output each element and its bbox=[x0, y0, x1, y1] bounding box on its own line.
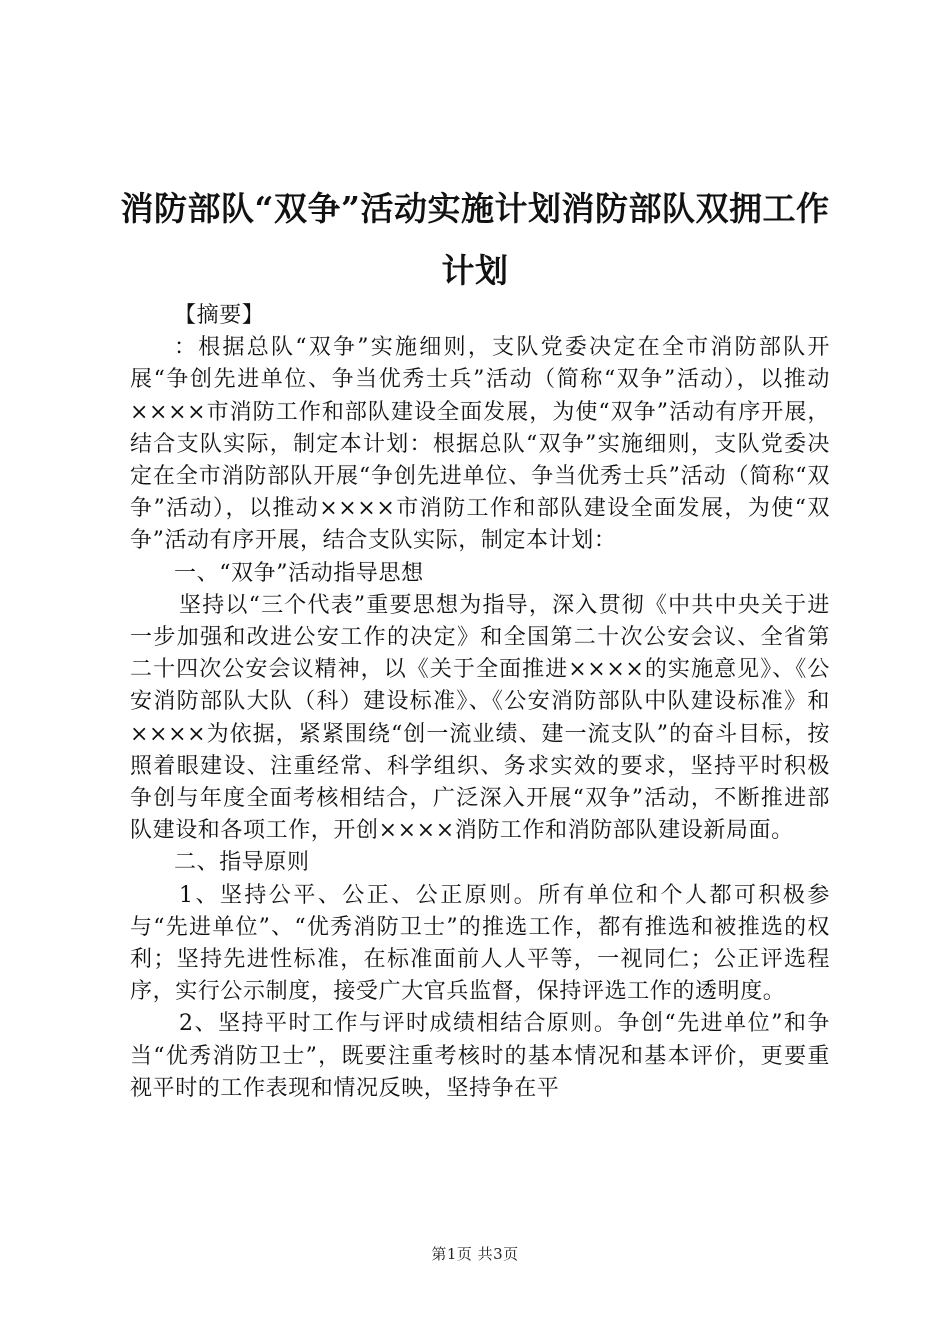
document-body bbox=[130, 300, 830, 1105]
section-heading-principles: 二、指导原则 bbox=[174, 850, 310, 876]
paragraph-guiding-thought: 坚持以“三个代表”重要思想为指导，深入贯彻《中共中央关于进一步加强和改进公安工作的决定》和全国第二十次公安会议、全省第二十四次公安会议精神，以《关于全面推进××××的实施意见》、《公安消防部队大队（科）建设标准》、《公安消防部队中队建设标准》和××××为依据，紧紧围绕“创一流业绩、建一流支队”的奋斗目标，按照着眼建设、注重经常、科学组织、务求实效的要求，坚持平时积极争创与年度全面考核相结合，广泛深入开展“双争”活动，不断推进部队建设和各项工作，开创××××消防工作和消防部队建设新局面。 bbox=[130, 592, 830, 844]
page-footer: 第1页 共3页 bbox=[431, 1245, 519, 1263]
paragraph-principle-2: 2、坚持平时工作与评时成绩相结合原则。争创“先进单位”和争当“优秀消防卫士”，既要注重考核时的基本情况和基本评价，更要重视平时的工作表现和情况反映，坚持争在平 bbox=[130, 1011, 830, 1101]
abstract-label: 【摘要】 bbox=[174, 303, 265, 328]
paragraph-abstract: ：根据总队“双争”实施细则，支队党委决定在全市消防部队开展“争创先进单位、争当优秀士兵”活动（简称“双争”活动），以推动××××市消防工作和部队建设全面发展，为使“双争”活动有序开展，结合支队实际，制定本计划：根据总队“双争”实施细则，支队党委决定在全市消防部队开展“争创先进单位、争当优秀士兵”活动（简称“双争”活动），以推动××××市消防工作和部队建设全面发展，为使“双争”活动有序开展，结合支队实际，制定本计划： bbox=[130, 335, 830, 554]
section-heading-guiding-thought: 一、“双争”活动指导思想 bbox=[174, 560, 424, 586]
document-title: 消防部队“双争”活动实施计划消防部队双拥工作计划 bbox=[120, 189, 830, 290]
paragraph-principle-1: 1、坚持公平、公正、公正原则。所有单位和个人都可积极参与“先进单位”、“优秀消防卫士”的推选工作，都有推选和被推选的权利；坚持先进性标准，在标准面前人人平等，一视同仁；公正评选程序，实行公示制度，接受广大官兵监督，保持评选工作的透明度。 bbox=[130, 882, 830, 1005]
